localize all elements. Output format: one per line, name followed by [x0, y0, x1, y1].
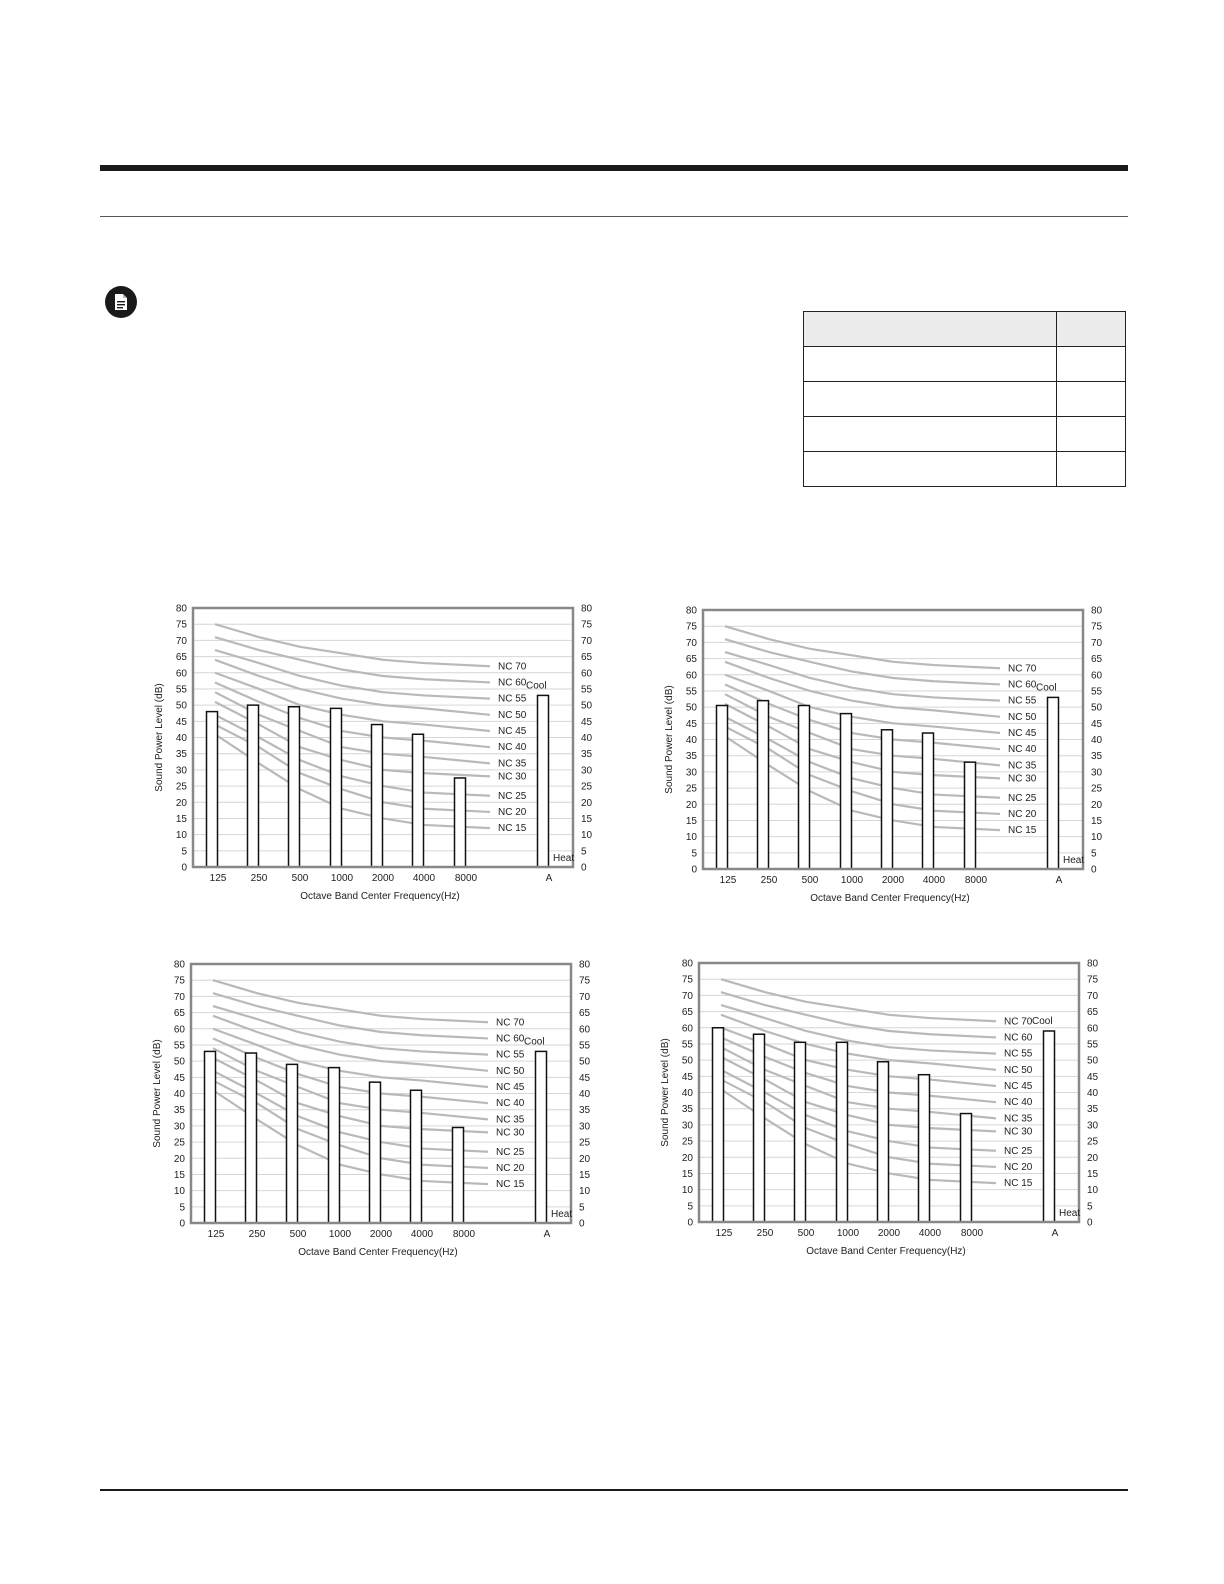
nc-curve-label: NC 50: [1008, 711, 1037, 723]
y-tick-label-right: 40: [1087, 1088, 1099, 1099]
y-tick-label-left: 10: [173, 1186, 185, 1198]
y-tick-label-right: 70: [581, 635, 593, 647]
y-tick-label-left: 65: [173, 1008, 185, 1020]
nc-curve-label: NC 60: [1004, 1032, 1033, 1044]
y-tick-label-left: 25: [685, 783, 697, 795]
nc-curve-label: NC 15: [1004, 1178, 1033, 1190]
nc-curve-label: NC 40: [1004, 1097, 1033, 1109]
y-tick-label-left: 10: [681, 1185, 693, 1197]
y-tick-label-right: 80: [581, 603, 593, 615]
bar: [965, 762, 976, 869]
x-tick-label: 250: [756, 1228, 774, 1239]
bar: [837, 1042, 848, 1222]
y-tick-label-left: 45: [175, 716, 187, 728]
y-tick-label-left: 55: [173, 1040, 185, 1052]
y-tick-label-left: 50: [175, 700, 187, 712]
y-tick-label-right: 65: [1091, 654, 1103, 666]
nc-curve: [215, 624, 490, 666]
nc-curve-label: NC 30: [496, 1127, 525, 1139]
nc-chart-2-svg: [658, 597, 1128, 927]
nc-chart-4-svg: [654, 950, 1124, 1280]
nc-curve-label: NC 45: [1004, 1081, 1033, 1093]
nc-curve-label: NC 45: [498, 726, 527, 738]
y-tick-label-right: 55: [1087, 1039, 1099, 1051]
spec-table-cell: [804, 417, 1057, 452]
nc-curve-label: NC 50: [1004, 1064, 1033, 1076]
nc-curve-label: NC 55: [496, 1049, 525, 1061]
y-tick-label-left: 65: [175, 652, 187, 664]
nc-curve-label: NC 60: [1008, 679, 1037, 691]
y-tick-label-right: 75: [1087, 974, 1099, 986]
nc-curve: [725, 626, 1000, 668]
x-tick-label: 2000: [371, 873, 395, 884]
x-tick-label: 8000: [964, 875, 988, 886]
nc-curve-label: NC 15: [496, 1179, 525, 1191]
y-tick-label-left: 45: [173, 1072, 185, 1084]
y-tick-label-left: 0: [181, 862, 187, 874]
spec-table-cell: [1057, 382, 1126, 417]
y-tick-label-right: 45: [581, 716, 593, 728]
y-tick-label-right: 25: [581, 781, 593, 793]
y-tick-label-left: 80: [681, 958, 693, 970]
y-tick-label-left: 15: [681, 1168, 693, 1180]
y-tick-label-right: 75: [579, 975, 591, 987]
x-tick-label: 2000: [877, 1228, 901, 1239]
y-tick-label-left: 70: [685, 637, 697, 649]
y-tick-label-left: 35: [173, 1105, 185, 1117]
y-tick-label-right: 65: [581, 652, 593, 664]
nc-curve-label: NC 40: [1008, 744, 1037, 756]
y-tick-label-left: 60: [681, 1023, 693, 1035]
x-tick-label: 125: [207, 1229, 225, 1240]
y-tick-label-left: 60: [175, 668, 187, 680]
y-tick-label-right: 0: [579, 1218, 585, 1230]
y-tick-label-left: 50: [173, 1056, 185, 1068]
nc-curve-label: NC 25: [1008, 792, 1037, 804]
y-tick-label-right: 20: [581, 797, 593, 809]
y-tick-label-left: 30: [173, 1121, 185, 1133]
y-tick-label-right: 80: [1091, 605, 1103, 617]
note-icon: [105, 286, 137, 318]
y-tick-label-left: 80: [173, 959, 185, 971]
nc-curve-label: NC 45: [496, 1082, 525, 1094]
x-axis-title: Octave Band Center Frequency(Hz): [298, 1247, 458, 1258]
y-tick-label-left: 5: [179, 1202, 185, 1214]
nc-curve-label: NC 25: [498, 790, 527, 802]
spec-table: [803, 311, 1126, 487]
nc-curve-label: NC 70: [498, 661, 527, 673]
heat-annotation: Heat: [551, 1209, 573, 1220]
bar: [1044, 1031, 1055, 1222]
y-tick-label-left: 0: [687, 1217, 693, 1229]
y-tick-label-left: 30: [681, 1120, 693, 1132]
x-tick-label: 500: [289, 1229, 307, 1240]
y-tick-label-right: 60: [581, 668, 593, 680]
nc-curve-label: NC 25: [496, 1146, 525, 1158]
y-tick-label-right: 45: [1087, 1071, 1099, 1083]
y-tick-label-right: 15: [1087, 1168, 1099, 1180]
bar: [248, 705, 259, 867]
x-tick-label: 4000: [412, 873, 436, 884]
nc-curve-label: NC 15: [1008, 825, 1037, 837]
y-tick-label-right: 60: [1091, 670, 1103, 682]
y-tick-label-left: 20: [681, 1152, 693, 1164]
x-tick-label: A: [543, 1229, 551, 1240]
y-tick-label-left: 30: [175, 765, 187, 777]
nc-curve-label: NC 70: [496, 1017, 525, 1029]
x-tick-label: 2000: [369, 1229, 393, 1240]
spec-table-row: [804, 382, 1126, 417]
y-tick-label-left: 35: [175, 749, 187, 761]
nc-curve-label: NC 20: [1004, 1161, 1033, 1173]
x-tick-label: 8000: [960, 1228, 984, 1239]
bar: [919, 1075, 930, 1222]
cool-annotation: Cool: [1036, 682, 1057, 694]
nc-curve: [213, 980, 488, 1022]
y-tick-label-right: 5: [581, 846, 587, 858]
y-tick-label-left: 20: [685, 799, 697, 811]
y-tick-label-left: 15: [175, 813, 187, 825]
y-tick-label-right: 15: [579, 1169, 591, 1181]
x-tick-label: 4000: [918, 1228, 942, 1239]
nc-curve-label: NC 50: [496, 1065, 525, 1077]
nc-curve-label: NC 30: [1008, 773, 1037, 785]
y-tick-label-right: 60: [1087, 1023, 1099, 1035]
y-axis-title: Sound Power Level (dB): [154, 683, 165, 792]
nc-curve-label: NC 35: [1004, 1113, 1033, 1125]
heat-annotation: Heat: [553, 853, 575, 864]
x-tick-label: 2000: [881, 875, 905, 886]
nc-curve-label: NC 40: [498, 742, 527, 754]
y-tick-label-left: 75: [175, 619, 187, 631]
y-tick-label-left: 5: [181, 846, 187, 858]
y-tick-label-right: 75: [1091, 621, 1103, 633]
x-tick-label: 4000: [922, 875, 946, 886]
y-tick-label-right: 35: [579, 1105, 591, 1117]
x-axis-title: Octave Band Center Frequency(Hz): [806, 1246, 966, 1257]
cool-annotation: Cool: [524, 1036, 545, 1048]
y-tick-label-left: 50: [681, 1055, 693, 1067]
heat-annotation: Heat: [1059, 1208, 1081, 1219]
x-tick-label: A: [545, 873, 553, 884]
y-tick-label-right: 35: [1091, 751, 1103, 763]
nc-curve-label: NC 55: [1008, 695, 1037, 707]
heat-annotation: Heat: [1063, 855, 1085, 866]
nc-curve: [721, 979, 996, 1021]
bar: [411, 1090, 422, 1223]
y-tick-label-left: 70: [173, 991, 185, 1003]
x-tick-label: 250: [248, 1229, 266, 1240]
y-tick-label-right: 45: [579, 1072, 591, 1084]
nc-chart-3-svg: [146, 951, 616, 1281]
spec-table-cell: [1057, 417, 1126, 452]
bar: [538, 695, 549, 867]
nc-curve-label: NC 70: [1008, 663, 1037, 675]
y-tick-label-right: 10: [579, 1186, 591, 1198]
bar: [754, 1034, 765, 1222]
y-tick-label-right: 40: [1091, 735, 1103, 746]
y-tick-label-right: 30: [579, 1121, 591, 1133]
y-tick-label-right: 0: [581, 862, 587, 874]
nc-curve-label: NC 40: [496, 1098, 525, 1110]
x-tick-label: 8000: [454, 873, 478, 884]
x-tick-label: 500: [797, 1228, 815, 1239]
y-tick-label-right: 35: [581, 749, 593, 761]
nc-curve-label: NC 30: [498, 771, 527, 783]
y-tick-label-right: 25: [579, 1137, 591, 1149]
bar: [372, 725, 383, 867]
y-tick-label-right: 10: [1091, 832, 1103, 844]
y-tick-label-left: 75: [681, 974, 693, 986]
y-tick-label-right: 65: [1087, 1007, 1099, 1019]
nc-curve-label: NC 35: [496, 1114, 525, 1126]
y-tick-label-right: 55: [579, 1040, 591, 1052]
y-tick-label-right: 70: [579, 991, 591, 1003]
y-tick-label-left: 40: [685, 735, 697, 746]
nc-curve-label: NC 35: [1008, 760, 1037, 772]
y-tick-label-left: 75: [173, 975, 185, 987]
spec-table-row: [804, 347, 1126, 382]
spec-table-cell: [804, 312, 1057, 347]
bar: [287, 1064, 298, 1223]
bar: [961, 1114, 972, 1222]
footer-rule: [100, 1489, 1128, 1491]
y-tick-label-left: 55: [685, 686, 697, 698]
y-tick-label-right: 25: [1087, 1136, 1099, 1148]
y-tick-label-left: 45: [685, 718, 697, 730]
y-tick-label-right: 5: [1087, 1201, 1093, 1213]
bar: [841, 714, 852, 869]
nc-curve-label: NC 55: [1004, 1048, 1033, 1060]
bar: [799, 706, 810, 869]
y-tick-label-right: 10: [581, 830, 593, 842]
y-tick-label-right: 50: [1091, 702, 1103, 714]
y-tick-label-right: 50: [581, 700, 593, 712]
y-tick-label-right: 20: [1087, 1152, 1099, 1164]
y-axis-title: Sound Power Level (dB): [152, 1039, 163, 1148]
y-tick-label-right: 35: [1087, 1104, 1099, 1116]
nc-chart-1-svg: [148, 595, 618, 925]
nc-curve-label: NC 60: [498, 677, 527, 689]
bar: [246, 1053, 257, 1223]
nc-curve-label: NC 25: [1004, 1145, 1033, 1157]
nc-chart-2: [658, 597, 1128, 927]
y-axis-title: Sound Power Level (dB): [664, 685, 675, 794]
y-tick-label-left: 20: [175, 797, 187, 809]
nc-curve-label: NC 70: [1004, 1016, 1033, 1028]
x-tick-label: A: [1055, 875, 1063, 886]
header-rule-thick: [100, 165, 1128, 171]
x-axis-title: Octave Band Center Frequency(Hz): [300, 891, 460, 902]
nc-curve-label: NC 45: [1008, 728, 1037, 740]
spec-table-cell: [1057, 452, 1126, 487]
x-tick-label: 1000: [840, 875, 864, 886]
x-tick-label: 500: [801, 875, 819, 886]
bar: [758, 701, 769, 869]
nc-curve-label: NC 20: [496, 1162, 525, 1174]
y-tick-label-left: 35: [685, 751, 697, 763]
x-tick-label: 250: [250, 873, 268, 884]
nc-chart-1: [148, 595, 618, 925]
spec-table-row: [804, 417, 1126, 452]
bar: [455, 778, 466, 867]
bar: [536, 1051, 547, 1223]
y-tick-label-right: 30: [1091, 767, 1103, 779]
nc-curve-label: NC 50: [498, 709, 527, 721]
y-tick-label-left: 15: [685, 815, 697, 827]
y-tick-label-right: 10: [1087, 1185, 1099, 1197]
y-tick-label-right: 50: [1087, 1055, 1099, 1067]
nc-curve-label: NC 55: [498, 693, 527, 705]
y-tick-label-left: 80: [685, 605, 697, 617]
bar: [413, 734, 424, 867]
y-tick-label-right: 40: [579, 1089, 591, 1100]
bar: [795, 1042, 806, 1222]
bar: [882, 730, 893, 869]
y-tick-label-right: 70: [1091, 637, 1103, 649]
bar: [331, 708, 342, 867]
y-tick-label-right: 80: [579, 959, 591, 971]
y-tick-label-left: 45: [681, 1071, 693, 1083]
y-tick-label-left: 40: [175, 733, 187, 744]
cool-annotation: Cool: [1032, 1015, 1053, 1027]
header-rule-thin: [100, 216, 1128, 217]
y-tick-label-right: 55: [1091, 686, 1103, 698]
bar: [289, 707, 300, 867]
y-tick-label-left: 5: [687, 1201, 693, 1213]
y-tick-label-right: 0: [1087, 1217, 1093, 1229]
y-tick-label-right: 60: [579, 1024, 591, 1036]
y-tick-label-left: 70: [175, 635, 187, 647]
spec-table-cell: [1057, 312, 1126, 347]
y-tick-label-left: 35: [681, 1104, 693, 1116]
nc-curve-label: NC 20: [1008, 808, 1037, 820]
spec-table-cell: [804, 382, 1057, 417]
y-tick-label-right: 20: [579, 1153, 591, 1165]
spec-table-header-row: [804, 312, 1126, 347]
bar: [453, 1127, 464, 1223]
y-tick-label-left: 25: [173, 1137, 185, 1149]
y-tick-label-right: 5: [579, 1202, 585, 1214]
y-tick-label-right: 5: [1091, 848, 1097, 860]
y-tick-label-right: 15: [1091, 815, 1103, 827]
x-tick-label: 500: [291, 873, 309, 884]
x-tick-label: 8000: [452, 1229, 476, 1240]
bar: [207, 712, 218, 867]
x-tick-label: 1000: [836, 1228, 860, 1239]
y-tick-label-left: 65: [685, 654, 697, 666]
spec-table-cell: [1057, 347, 1126, 382]
bar: [717, 706, 728, 869]
y-tick-label-left: 25: [681, 1136, 693, 1148]
y-tick-label-left: 40: [681, 1088, 693, 1099]
y-tick-label-left: 55: [681, 1039, 693, 1051]
y-tick-label-right: 45: [1091, 718, 1103, 730]
nc-curve-label: NC 30: [1004, 1126, 1033, 1138]
nc-chart-3: [146, 951, 616, 1281]
y-tick-label-left: 25: [175, 781, 187, 793]
bar: [878, 1062, 889, 1222]
y-tick-label-right: 20: [1091, 799, 1103, 811]
x-tick-label: 250: [760, 875, 778, 886]
y-tick-label-left: 75: [685, 621, 697, 633]
x-tick-label: A: [1051, 1228, 1059, 1239]
y-tick-label-left: 70: [681, 990, 693, 1002]
y-tick-label-right: 40: [581, 733, 593, 744]
y-tick-label-left: 55: [175, 684, 187, 696]
y-tick-label-left: 0: [691, 864, 697, 876]
y-tick-label-left: 10: [685, 832, 697, 844]
cool-annotation: Cool: [526, 680, 547, 692]
nc-curve-label: NC 60: [496, 1033, 525, 1045]
x-tick-label: 125: [715, 1228, 733, 1239]
bar: [1048, 697, 1059, 869]
spec-table-row: [804, 452, 1126, 487]
y-tick-label-left: 80: [175, 603, 187, 615]
x-tick-label: 1000: [328, 1229, 352, 1240]
y-tick-label-left: 10: [175, 830, 187, 842]
y-tick-label-right: 15: [581, 813, 593, 825]
y-tick-label-left: 65: [681, 1007, 693, 1019]
bar: [713, 1028, 724, 1222]
nc-curve-label: NC 20: [498, 806, 527, 818]
y-tick-label-left: 50: [685, 702, 697, 714]
y-tick-label-left: 5: [691, 848, 697, 860]
y-tick-label-left: 0: [179, 1218, 185, 1230]
y-tick-label-left: 40: [173, 1089, 185, 1100]
nc-curve-label: NC 15: [498, 823, 527, 835]
y-tick-label-right: 25: [1091, 783, 1103, 795]
y-tick-label-right: 0: [1091, 864, 1097, 876]
y-tick-label-left: 20: [173, 1153, 185, 1165]
y-tick-label-right: 50: [579, 1056, 591, 1068]
y-tick-label-right: 70: [1087, 990, 1099, 1002]
bar: [205, 1051, 216, 1223]
y-tick-label-right: 80: [1087, 958, 1099, 970]
x-tick-label: 125: [719, 875, 737, 886]
y-tick-label-right: 30: [1087, 1120, 1099, 1132]
y-tick-label-left: 60: [173, 1024, 185, 1036]
y-tick-label-left: 15: [173, 1169, 185, 1181]
y-tick-label-right: 75: [581, 619, 593, 631]
spec-table-cell: [804, 347, 1057, 382]
nc-curve-label: NC 35: [498, 758, 527, 770]
y-tick-label-left: 60: [685, 670, 697, 682]
y-tick-label-right: 55: [581, 684, 593, 696]
y-axis-title: Sound Power Level (dB): [660, 1038, 671, 1147]
x-tick-label: 1000: [330, 873, 354, 884]
bar: [329, 1068, 340, 1223]
x-tick-label: 4000: [410, 1229, 434, 1240]
bar: [370, 1082, 381, 1223]
y-tick-label-left: 30: [685, 767, 697, 779]
y-tick-label-right: 65: [579, 1008, 591, 1020]
nc-chart-4: [654, 950, 1124, 1280]
y-tick-label-right: 30: [581, 765, 593, 777]
spec-table-cell: [804, 452, 1057, 487]
x-tick-label: 125: [209, 873, 227, 884]
x-axis-title: Octave Band Center Frequency(Hz): [810, 893, 970, 904]
bar: [923, 733, 934, 869]
